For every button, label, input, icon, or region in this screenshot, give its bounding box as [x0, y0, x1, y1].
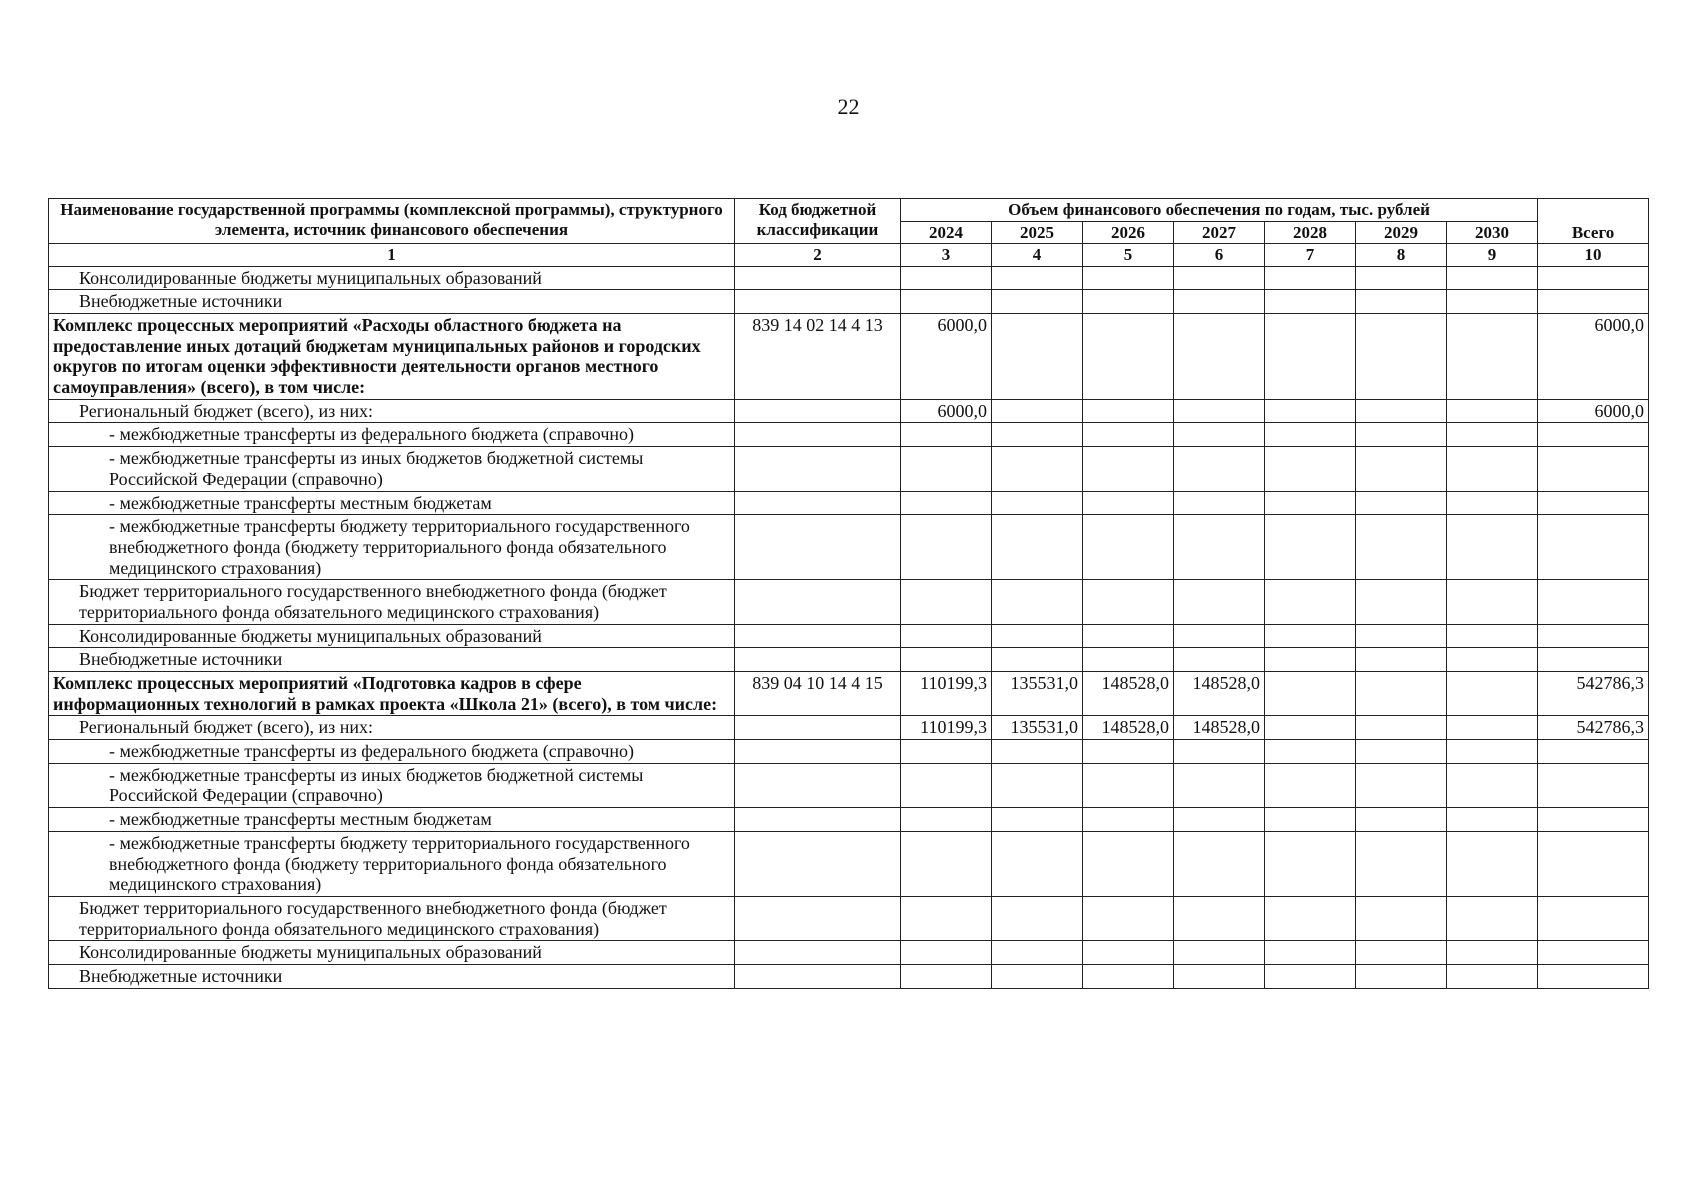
year-value-cell: [1447, 672, 1538, 716]
year-value-cell: [1083, 740, 1174, 764]
year-value-cell: [1174, 447, 1265, 491]
table-row: [49, 763, 1649, 807]
year-value-cell: [901, 580, 992, 624]
year-value-cell: [1265, 964, 1356, 988]
year-value-cell: [1083, 624, 1174, 648]
total-value-cell: [1538, 580, 1649, 624]
year-value-cell: [1174, 763, 1265, 807]
row-name-cell: Внебюджетные источники: [49, 964, 735, 988]
table-row: [49, 580, 1649, 624]
year-value-cell: [1083, 266, 1174, 290]
header-year: 2024: [901, 221, 992, 244]
total-value-cell: [1538, 266, 1649, 290]
year-value-cell: [1447, 423, 1538, 447]
row-name-cell: - межбюджетные трансферты местным бюджетам: [49, 491, 735, 515]
year-value-cell: [1447, 624, 1538, 648]
year-value-cell: [1083, 491, 1174, 515]
year-value-cell: [1356, 266, 1447, 290]
total-value-cell: [1538, 423, 1649, 447]
table-row: [49, 941, 1649, 965]
year-value-cell: [1356, 624, 1447, 648]
year-value-cell: [1265, 740, 1356, 764]
year-value-cell: 135531,0: [992, 672, 1083, 716]
year-value-cell: [901, 941, 992, 965]
year-value-cell: [1174, 314, 1265, 400]
total-value-cell: [1538, 515, 1649, 580]
budget-code-cell: [735, 491, 901, 515]
year-value-cell: [992, 896, 1083, 940]
table-row: [49, 831, 1649, 896]
budget-code-cell: [735, 740, 901, 764]
budget-code-cell: [735, 896, 901, 940]
year-value-cell: [1265, 624, 1356, 648]
year-value-cell: [1447, 941, 1538, 965]
year-value-cell: [901, 447, 992, 491]
year-value-cell: [992, 580, 1083, 624]
total-value-cell: [1538, 491, 1649, 515]
year-value-cell: [1083, 314, 1174, 400]
year-value-cell: [1265, 447, 1356, 491]
year-value-cell: [1083, 423, 1174, 447]
column-number: 7: [1265, 244, 1356, 267]
budget-code-cell: [735, 941, 901, 965]
year-value-cell: [992, 515, 1083, 580]
total-value-cell: 542786,3: [1538, 716, 1649, 740]
row-name-cell: Внебюджетные источники: [49, 648, 735, 672]
row-name-cell: - межбюджетные трансферты из федерального бюджета (справочно): [49, 740, 735, 764]
column-number: 2: [735, 244, 901, 267]
budget-code-cell: 839 04 10 14 4 15: [735, 672, 901, 716]
year-value-cell: [1447, 399, 1538, 423]
column-number: 8: [1356, 244, 1447, 267]
header-year: 2027: [1174, 221, 1265, 244]
year-value-cell: [901, 266, 992, 290]
year-value-cell: [1265, 716, 1356, 740]
year-value-cell: [992, 831, 1083, 896]
budget-code-cell: [735, 580, 901, 624]
year-value-cell: 6000,0: [901, 314, 992, 400]
year-value-cell: 148528,0: [1083, 716, 1174, 740]
year-value-cell: [1356, 672, 1447, 716]
year-value-cell: [1447, 896, 1538, 940]
column-number: 6: [1174, 244, 1265, 267]
year-value-cell: [1265, 763, 1356, 807]
budget-code-cell: [735, 266, 901, 290]
column-number: 5: [1083, 244, 1174, 267]
budget-code-cell: [735, 515, 901, 580]
year-value-cell: [1083, 399, 1174, 423]
year-value-cell: [1447, 808, 1538, 832]
year-value-cell: [1174, 964, 1265, 988]
year-value-cell: [1174, 831, 1265, 896]
year-value-cell: [1265, 831, 1356, 896]
column-number: 3: [901, 244, 992, 267]
year-value-cell: [1447, 515, 1538, 580]
header-year: 2029: [1356, 221, 1447, 244]
year-value-cell: [1356, 447, 1447, 491]
header-years-title: Объем финансового обеспечения по годам, тыс. рублей: [901, 199, 1538, 222]
year-value-cell: [1356, 808, 1447, 832]
year-value-cell: [1447, 964, 1538, 988]
row-name-cell: Внебюджетные источники: [49, 290, 735, 314]
year-value-cell: [1083, 896, 1174, 940]
header-year: 2026: [1083, 221, 1174, 244]
year-value-cell: [1356, 399, 1447, 423]
header-year: 2028: [1265, 221, 1356, 244]
year-value-cell: [1174, 266, 1265, 290]
row-name-cell: Комплекс процессных мероприятий «Расходы областного бюджета на предоставление иных дотаций бюджетам муниципальных районов и городских округов по итогам оценки эффективности деятельности органов местного самоуправления» (всего), в том числе:: [49, 314, 735, 400]
year-value-cell: [1174, 624, 1265, 648]
year-value-cell: [1265, 648, 1356, 672]
year-value-cell: [1356, 896, 1447, 940]
table-row: [49, 447, 1649, 491]
year-value-cell: [901, 896, 992, 940]
year-value-cell: 110199,3: [901, 716, 992, 740]
row-name-cell: Бюджет территориального государственного внебюджетного фонда (бюджет территориального фонда обязательного медицинского страхования): [49, 896, 735, 940]
year-value-cell: [992, 648, 1083, 672]
row-name-cell: - межбюджетные трансферты из иных бюджетов бюджетной системы Российской Федерации (справочно): [49, 763, 735, 807]
year-value-cell: [1356, 740, 1447, 764]
header-year: 2030: [1447, 221, 1538, 244]
year-value-cell: [992, 740, 1083, 764]
row-name-cell: Консолидированные бюджеты муниципальных образований: [49, 624, 735, 648]
year-value-cell: [1083, 515, 1174, 580]
table-row: [49, 266, 1649, 290]
year-value-cell: [1265, 290, 1356, 314]
year-value-cell: [1265, 423, 1356, 447]
header-row-1: [49, 199, 1649, 222]
total-value-cell: [1538, 290, 1649, 314]
total-value-cell: [1538, 447, 1649, 491]
year-value-cell: [1447, 831, 1538, 896]
total-value-cell: 542786,3: [1538, 672, 1649, 716]
budget-code-cell: [735, 648, 901, 672]
total-value-cell: 6000,0: [1538, 314, 1649, 400]
year-value-cell: [1356, 491, 1447, 515]
year-value-cell: [1174, 290, 1265, 314]
budget-code-cell: [735, 290, 901, 314]
year-value-cell: [1174, 896, 1265, 940]
total-value-cell: [1538, 896, 1649, 940]
year-value-cell: [901, 290, 992, 314]
year-value-cell: [1265, 580, 1356, 624]
year-value-cell: [1356, 831, 1447, 896]
year-value-cell: [1265, 266, 1356, 290]
year-value-cell: [1265, 808, 1356, 832]
table-row: [49, 491, 1649, 515]
year-value-cell: [1174, 808, 1265, 832]
year-value-cell: [901, 423, 992, 447]
year-value-cell: [1083, 290, 1174, 314]
year-value-cell: [901, 763, 992, 807]
year-value-cell: [1083, 964, 1174, 988]
year-value-cell: [1174, 399, 1265, 423]
column-number: 10: [1538, 244, 1649, 267]
table-row: [49, 716, 1649, 740]
year-value-cell: [1356, 423, 1447, 447]
year-value-cell: [901, 648, 992, 672]
total-value-cell: 6000,0: [1538, 399, 1649, 423]
page-number: 22: [837, 94, 860, 119]
table-row: [49, 740, 1649, 764]
year-value-cell: [1356, 763, 1447, 807]
table-row: [49, 290, 1649, 314]
year-value-cell: [1265, 399, 1356, 423]
year-value-cell: [1356, 515, 1447, 580]
year-value-cell: [1174, 648, 1265, 672]
year-value-cell: [1447, 763, 1538, 807]
total-value-cell: [1538, 808, 1649, 832]
year-value-cell: [1356, 941, 1447, 965]
table-row: [49, 896, 1649, 940]
year-value-cell: [901, 624, 992, 648]
year-value-cell: [901, 831, 992, 896]
year-value-cell: [901, 491, 992, 515]
table-row: [49, 624, 1649, 648]
row-name-cell: - межбюджетные трансферты из федерального бюджета (справочно): [49, 423, 735, 447]
budget-code-cell: [735, 399, 901, 423]
year-value-cell: [901, 740, 992, 764]
year-value-cell: [1447, 266, 1538, 290]
row-name-cell: - межбюджетные трансферты бюджету территориального государственного внебюджетного фонда (бюджету территориального фонда обязательного медицинского страхования): [49, 515, 735, 580]
year-value-cell: [1447, 716, 1538, 740]
year-value-cell: [1083, 447, 1174, 491]
total-value-cell: [1538, 624, 1649, 648]
row-name-cell: Комплекс процессных мероприятий «Подготовка кадров в сфере информационных технологий в рамках проекта «Школа 21» (всего), в том числе:: [49, 672, 735, 716]
row-name-cell: - межбюджетные трансферты местным бюджетам: [49, 808, 735, 832]
year-value-cell: [1356, 580, 1447, 624]
year-value-cell: [1174, 423, 1265, 447]
budget-code-cell: [735, 831, 901, 896]
table-row: [49, 648, 1649, 672]
year-value-cell: [1174, 515, 1265, 580]
year-value-cell: [992, 808, 1083, 832]
year-value-cell: [1356, 964, 1447, 988]
year-value-cell: [1265, 941, 1356, 965]
budget-code-cell: [735, 808, 901, 832]
budget-code-cell: [735, 624, 901, 648]
year-value-cell: [1174, 580, 1265, 624]
year-value-cell: [1265, 491, 1356, 515]
year-value-cell: [1447, 491, 1538, 515]
header-year: 2025: [992, 221, 1083, 244]
year-value-cell: [1083, 648, 1174, 672]
row-name-cell: - межбюджетные трансферты из иных бюджетов бюджетной системы Российской Федерации (справочно): [49, 447, 735, 491]
year-value-cell: [992, 423, 1083, 447]
budget-code-cell: 839 14 02 14 4 13: [735, 314, 901, 400]
year-value-cell: 110199,3: [901, 672, 992, 716]
year-value-cell: [1083, 763, 1174, 807]
year-value-cell: [992, 941, 1083, 965]
table-row: [49, 423, 1649, 447]
year-value-cell: 135531,0: [992, 716, 1083, 740]
year-value-cell: [1447, 580, 1538, 624]
year-value-cell: [1447, 290, 1538, 314]
header-total: Всего: [1538, 199, 1649, 244]
year-value-cell: [1083, 580, 1174, 624]
table-row: [49, 808, 1649, 832]
year-value-cell: [992, 964, 1083, 988]
total-value-cell: [1538, 740, 1649, 764]
year-value-cell: [992, 399, 1083, 423]
year-value-cell: 148528,0: [1174, 672, 1265, 716]
total-value-cell: [1538, 831, 1649, 896]
year-value-cell: [1356, 716, 1447, 740]
year-value-cell: [1356, 290, 1447, 314]
header-name: Наименование государственной программы (комплексной программы), структурного элемента, источник финансового обеспечения: [49, 199, 735, 244]
year-value-cell: [901, 808, 992, 832]
year-value-cell: [901, 515, 992, 580]
year-value-cell: [1447, 447, 1538, 491]
table-row: [49, 964, 1649, 988]
year-value-cell: [1174, 491, 1265, 515]
year-value-cell: [901, 964, 992, 988]
year-value-cell: [1447, 740, 1538, 764]
financing-table: [48, 198, 1649, 989]
budget-code-cell: [735, 763, 901, 807]
budget-code-cell: [735, 716, 901, 740]
year-value-cell: [1447, 648, 1538, 672]
program-row: [49, 314, 1649, 400]
year-value-cell: 148528,0: [1174, 716, 1265, 740]
table-body: [49, 266, 1649, 988]
year-value-cell: [992, 266, 1083, 290]
year-value-cell: [1083, 831, 1174, 896]
total-value-cell: [1538, 648, 1649, 672]
year-value-cell: [992, 763, 1083, 807]
year-value-cell: [1174, 740, 1265, 764]
year-value-cell: [1265, 515, 1356, 580]
total-value-cell: [1538, 964, 1649, 988]
year-value-cell: [1174, 941, 1265, 965]
row-name-cell: Бюджет территориального государственного внебюджетного фонда (бюджет территориального фонда обязательного медицинского страхования): [49, 580, 735, 624]
year-value-cell: [1265, 314, 1356, 400]
column-number-row: [49, 244, 1649, 267]
year-value-cell: [1447, 314, 1538, 400]
year-value-cell: [1083, 941, 1174, 965]
row-name-cell: Консолидированные бюджеты муниципальных образований: [49, 941, 735, 965]
column-number: 9: [1447, 244, 1538, 267]
year-value-cell: [1265, 672, 1356, 716]
year-value-cell: 148528,0: [1083, 672, 1174, 716]
row-name-cell: Консолидированные бюджеты муниципальных образований: [49, 266, 735, 290]
year-value-cell: [992, 491, 1083, 515]
total-value-cell: [1538, 763, 1649, 807]
year-value-cell: [992, 447, 1083, 491]
year-value-cell: [992, 290, 1083, 314]
row-name-cell: Региональный бюджет (всего), из них:: [49, 399, 735, 423]
row-name-cell: - межбюджетные трансферты бюджету территориального государственного внебюджетного фонда (бюджету территориального фонда обязательного медицинского страхования): [49, 831, 735, 896]
budget-code-cell: [735, 423, 901, 447]
year-value-cell: [1265, 896, 1356, 940]
total-value-cell: [1538, 941, 1649, 965]
year-value-cell: [1356, 314, 1447, 400]
year-value-cell: [992, 624, 1083, 648]
year-value-cell: 6000,0: [901, 399, 992, 423]
table-row: [49, 515, 1649, 580]
year-value-cell: [992, 314, 1083, 400]
year-value-cell: [1356, 648, 1447, 672]
column-number: 1: [49, 244, 735, 267]
row-name-cell: Региональный бюджет (всего), из них:: [49, 716, 735, 740]
program-row: [49, 672, 1649, 716]
header-code: Код бюджетной классификации: [735, 199, 901, 244]
year-value-cell: [1083, 808, 1174, 832]
budget-code-cell: [735, 964, 901, 988]
budget-code-cell: [735, 447, 901, 491]
column-number: 4: [992, 244, 1083, 267]
table-row: [49, 399, 1649, 423]
